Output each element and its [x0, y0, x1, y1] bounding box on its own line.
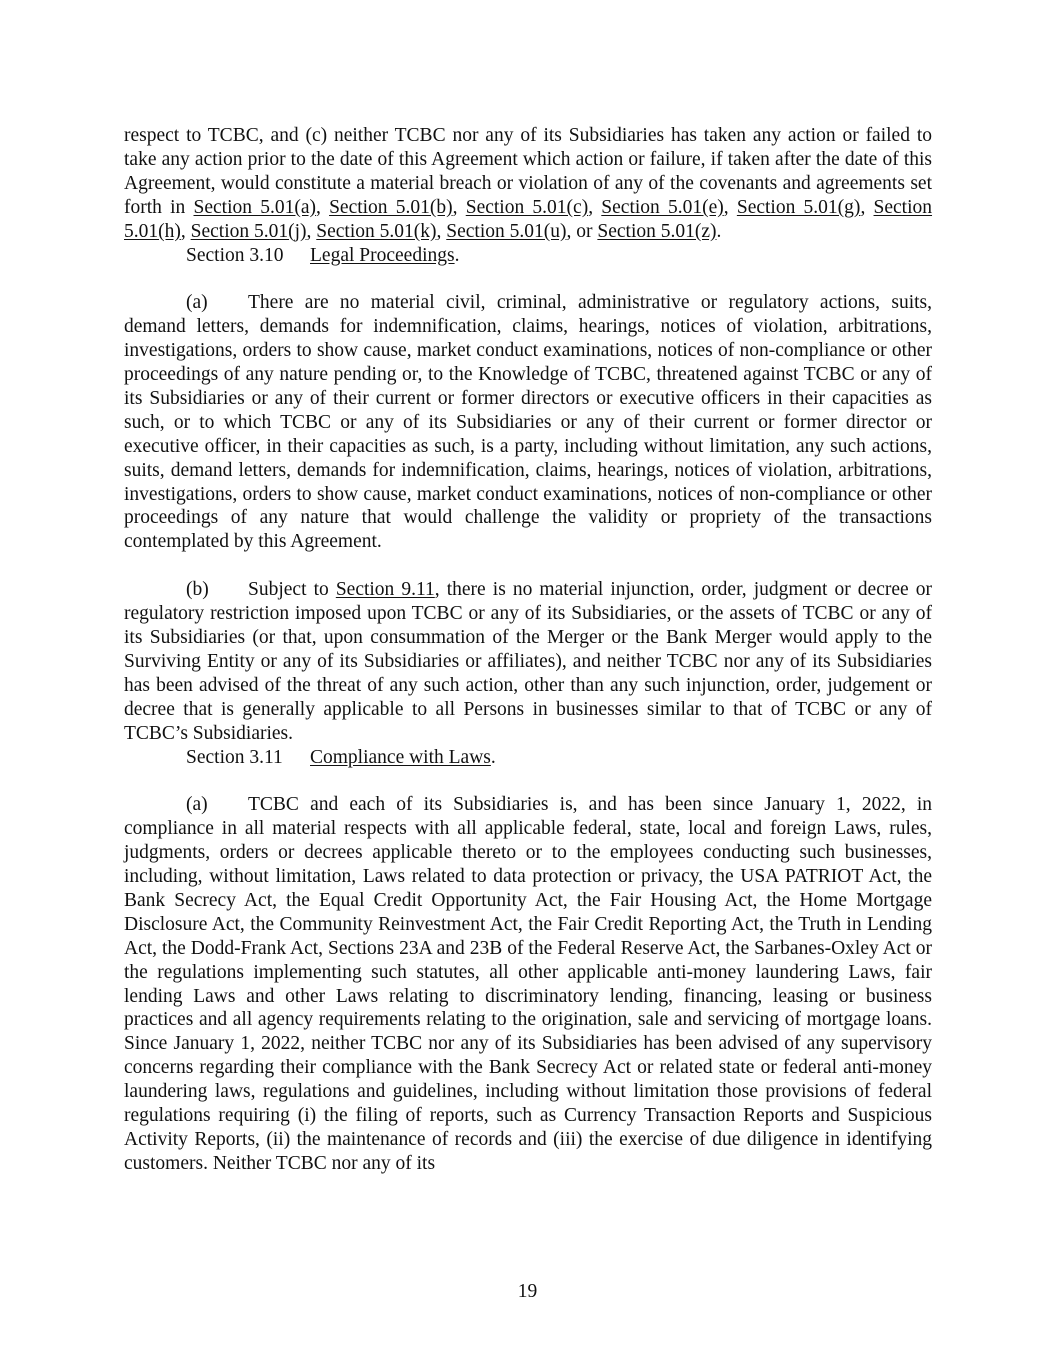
ref-separator: ,: [180, 220, 191, 242]
continued-paragraph-text: respect to TCBC, and (c) neither TCBC nor any of its Subsidiaries has taken any action or failed to take any action prior to the date of this Agreement which action or failure, if taken after the date of this Agreement, would constitute a material breach or violation of any of the covenants and agreements set forth in: [124, 125, 932, 218]
section-ref-5-01-k: Section 5.01(k): [316, 220, 437, 242]
section-3-10-title: Legal Proceedings: [310, 244, 455, 266]
section-ref-9-11: Section 9.11: [335, 579, 435, 601]
section-3-11-heading: [124, 746, 932, 770]
page-number: 19: [517, 1281, 538, 1302]
section-3-10-b-paragraph: [124, 578, 932, 745]
section-ref-5-01-z: Section 5.01(z): [597, 220, 717, 242]
clause-label-b: (b): [186, 579, 209, 601]
section-3-10-a-text: There are no material civil, criminal, administrative or regulatory actions, suits, demand letters, demands for indemnification, claims, hearings, notices of violation, arbitrations, investigations, orders to show cause, market conduct examinations, notices of non-compliance or other proceedings of any nature pending or, to the Knowledge of TCBC, threatened against TCBC or any of its Subsidiaries or any of their current or former directors or executive officers in their capacities as such, or to which TCBC or any of its Subsidiaries or any of their current or former director or executive officer, in their capacities as such, is a party, including without limitation, any such actions, suits, demand letters, demands for indemnification, claims, hearings, notices of violation, arbitrations, investigations, orders to show cause, market conduct examinations, notices of non-compliance or other proceedings of any nature that would challenge the validity or propriety of the transactions contemplated by this Agreement.: [124, 292, 932, 553]
section-ref-5-01-a: Section 5.01(a): [193, 196, 316, 218]
section-3-11-a-paragraph: [124, 793, 932, 1176]
section-ref-5-01-u: Section 5.01(u): [446, 220, 567, 242]
clause-label-a: (a): [186, 292, 208, 314]
section-ref-5-01-b: Section 5.01(b): [329, 196, 453, 218]
ref-separator: ,: [588, 196, 602, 218]
ref-separator: ,: [315, 196, 330, 218]
section-3-10-heading: [124, 244, 932, 268]
section-3-10-number: Section 3.10: [186, 244, 284, 266]
section-3-10-b-text: , there is no material injunction, order, judgment or decree or regulatory restriction imposed upon TCBC or any of its Subsidiaries, or the assets of TCBC or any of its Subsidiaries (or that, upon consummation of the Merger or the Bank Merger would apply to the Surviving Entity or any of its Subsidiaries or affiliates), and neither TCBC nor any of its Subsidiaries has been advised of the threat of any such action, other than any such injunction, order, judgement or decree that is generally applicable to all Persons in businesses similar to that of TCBC or any of TCBC’s Subsidiaries.: [124, 579, 932, 744]
section-3-10-a-paragraph: [124, 291, 932, 554]
clause-label-a: (a): [186, 794, 208, 816]
section-3-10-b-pre: Subject to: [248, 579, 336, 601]
ref-separator: ,: [723, 196, 737, 218]
section-ref-5-01-c: Section 5.01(c): [465, 196, 589, 218]
heading-period: .: [490, 746, 496, 768]
section-ref-5-01-g: Section 5.01(g): [736, 196, 861, 218]
section-3-11-number: Section 3.11: [186, 746, 283, 768]
section-ref-5-01-h: Section 5.01(h): [124, 196, 933, 242]
continued-paragraph: [124, 124, 932, 244]
ref-separator: ,: [436, 220, 447, 242]
ref-separator: ,: [860, 196, 874, 218]
section-3-11-title: Compliance with Laws: [310, 746, 491, 768]
heading-period: .: [454, 244, 460, 266]
ref-separator: ,: [306, 220, 317, 242]
sentence-end: .: [716, 220, 722, 242]
ref-or-separator: , or: [566, 220, 598, 242]
document-page: [124, 124, 932, 1176]
ref-separator: ,: [452, 196, 466, 218]
section-ref-5-01-j: Section 5.01(j): [190, 220, 307, 242]
section-ref-5-01-e: Section 5.01(e): [601, 196, 724, 218]
section-3-11-a-text: TCBC and each of its Subsidiaries is, and has been since January 1, 2022, in compliance in all material respects with all applicable federal, state, local and foreign Laws, rules, judgments, orders or decrees applicable thereto or to the employees conducting such businesses, including, without limitation, Laws related to data protection or privacy, the USA PATRIOT Act, the Bank Secrecy Act, the Equal Credit Opportunity Act, the Fair Housing Act, the Home Mortgage Disclosure Act, the Community Reinvestment Act, the Fair Credit Reporting Act, the Truth in Lending Act, the Dodd-Frank Act, Sections 23A and 23B of the Federal Reserve Act, the Sarbanes-Oxley Act or the regulations implementing such statutes, all other applicable anti-money laundering Laws, fair lending Laws and other Laws relating to discriminatory lending, financing, leasing or business practices and all agency requirements relating to the origination, sale and servicing of mortgage loans. Since January 1, 2022, neither TCBC nor any of its Subsidiaries has been advised of any supervisory concerns regarding their compliance with the Bank Secrecy Act or related state or federal anti-money laundering laws, regulations and guidelines, including without limitation those provisions of federal regulations requiring (i) the filing of reports, such as Currency Transaction Reports and Suspicious Activity Reports, (ii) the maintenance of records and (iii) the exercise of due diligence in identifying customers. Neither TCBC nor any of its: [124, 794, 932, 1174]
